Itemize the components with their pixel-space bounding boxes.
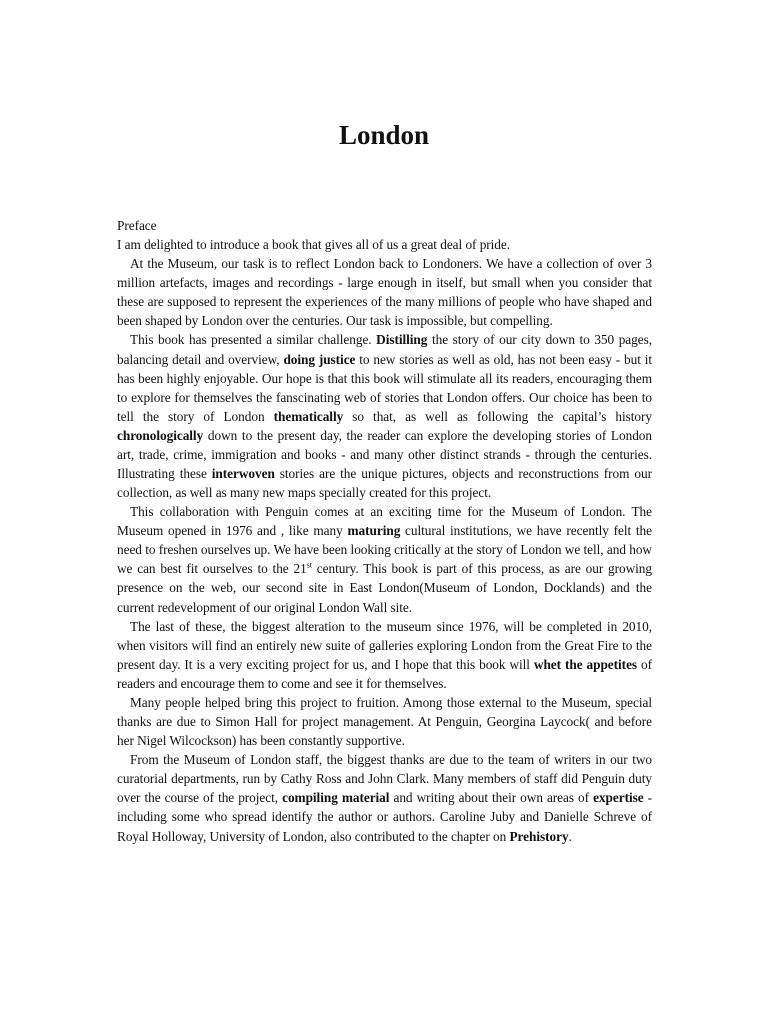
paragraph-text: . — [568, 828, 572, 844]
paragraph-text: the story of our city down to 350 pages, balancing detail and overview, — [117, 332, 652, 367]
body-text — [117, 216, 652, 846]
paragraph-text: This collaboration with Penguin comes at an exciting time for the Museum of London. The Museum opened in 1976 and , like many — [117, 504, 652, 539]
paragraph-text: - including some who spread identify the author or authors. Caroline Juby and Danielle Schreve of Royal Holloway, University of London, also contributed to the chapter on — [117, 790, 652, 844]
paragraph-text: cultural institutions, we have recently felt the need to freshen ourselves up. We have been looking critically at the story of London we tell, and how we can best fit ourselves to the 21 — [117, 523, 652, 577]
bold-term: thematically — [273, 408, 344, 424]
bold-term: maturing — [347, 523, 401, 539]
bold-term: whet the appetites — [533, 656, 638, 672]
paragraph-text: stories are the unique pictures, objects and reconstructions from our collection, as well as many new maps specially created for this project. — [117, 466, 652, 501]
paragraph — [117, 254, 652, 330]
paragraph-text: to new stories as well as old, has not been easy - but it has been highly enjoyable. Our hope is that this book will stimulate all its readers, encouraging them to explore for themselves the fanscinating web of stories that London offers. Our choice has been to tell the story of London — [117, 351, 652, 424]
superscript-text: st — [306, 560, 312, 570]
bold-term: chronologically — [117, 427, 204, 443]
paragraph-text: so that, as well as following the capital’s history — [343, 408, 652, 424]
bold-term: expertise — [593, 790, 644, 806]
paragraph-text: I am delighted to introduce a book that gives all of us a great deal of pride. — [117, 237, 511, 253]
paragraph — [117, 235, 652, 254]
bold-term: interwoven — [211, 466, 275, 482]
paragraph-text: and writing about their own areas of — [389, 790, 594, 806]
bold-term: doing justice — [283, 351, 356, 367]
paragraph-text: century. This book is part of this process, as are our growing presence on the web, our second site in East London(Museum of London, Docklands) and the current redevelopment of our original London Wall site. — [117, 561, 652, 615]
paragraph — [117, 502, 652, 616]
paragraph — [117, 693, 652, 750]
paragraph-text: Many people helped bring this project to fruition. Among those external to the Museum, special thanks are due to Simon Hall for project management. At Penguin, Georgina Laycock( and before her Nigel Wilcockson) has been constantly supportive. — [117, 694, 652, 749]
bold-term: Prehistory — [509, 828, 569, 844]
page-title: London — [338, 120, 430, 150]
bold-term: Distilling — [376, 332, 428, 348]
paragraph-text: This book has presented a similar challenge. — [130, 332, 377, 348]
paragraph — [117, 617, 652, 693]
bold-term: compiling material — [282, 790, 390, 806]
paragraph-text: of readers and encourage them to come and see it for themselves. — [117, 656, 652, 691]
paragraph-text: The last of these, the biggest alteration to the museum since 1976, will be completed in 2010, when visitors will find an entirely new suite of galleries exploring London from the Great Fire to the present day. It is a very exciting project for us, and I hope that this book will — [117, 618, 652, 672]
preface-heading: Preface — [117, 218, 157, 233]
paragraph-text: down to the present day, the reader can explore the developing stories of London art, trade, crime, immigration and books - and many other distinct strands - through the centuries. Illustrating these — [117, 427, 652, 482]
paragraph — [117, 330, 652, 502]
paragraph-text: At the Museum, our task is to reflect London back to Londoners. We have a collection of over 3 million artefacts, images and recordings - large enough in itself, but small when you consider that these are supposed to represent the experiences of the many millions of people who have shaped and been shaped by London over the centuries. Our task is impossible, but compelling. — [117, 256, 652, 329]
paragraph-text: From the Museum of London staff, the biggest thanks are due to the team of writers in our two curatorial departments, run by Cathy Ross and John Clark. Many members of staff did Penguin duty over the course of the project, — [117, 752, 652, 806]
paragraph — [117, 750, 652, 845]
